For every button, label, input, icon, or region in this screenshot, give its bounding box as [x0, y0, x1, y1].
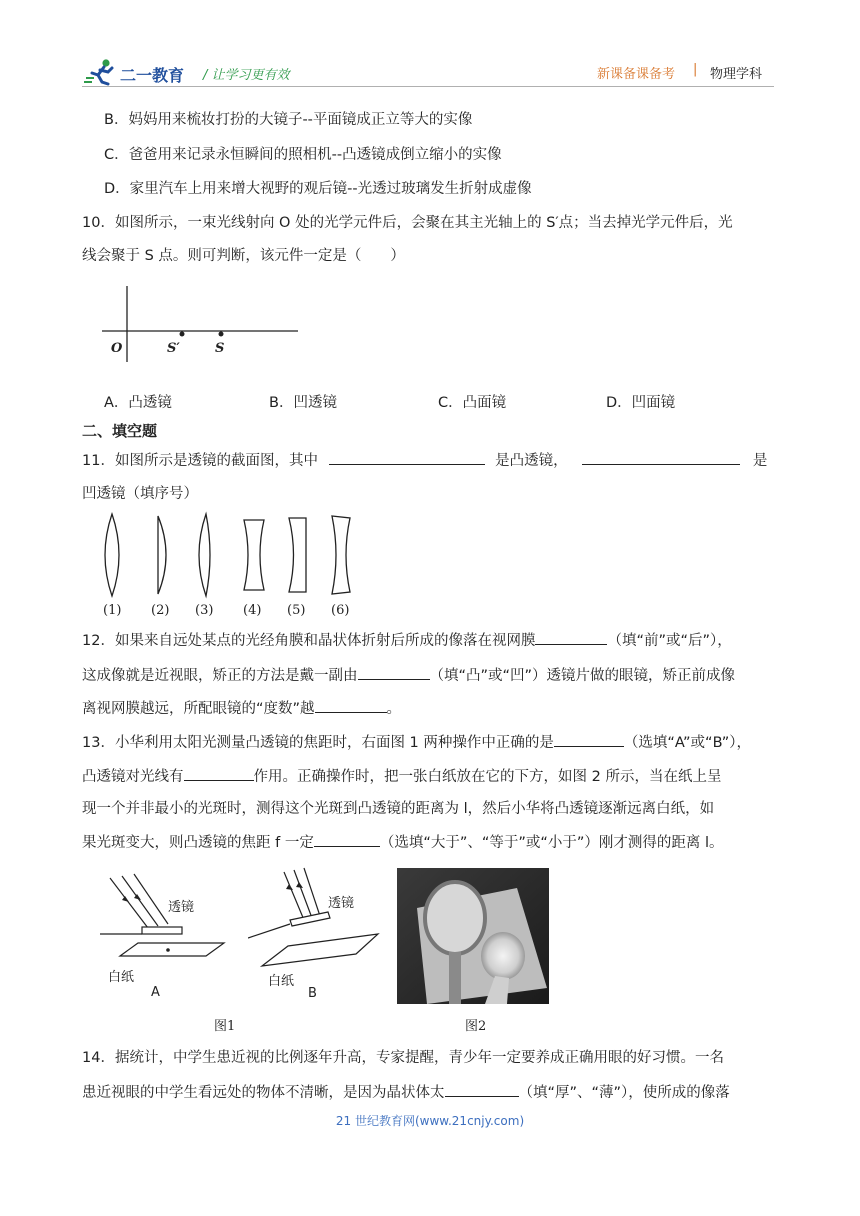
lens-block — [142, 927, 182, 934]
fig-b-letter: B — [308, 986, 317, 1001]
lens-label-6: (6) — [331, 603, 350, 618]
ray — [284, 872, 304, 920]
light-spot-on-paper — [481, 932, 525, 980]
q14-line2-b: （填“厚”、“薄”），使所成的像落 — [518, 1085, 730, 1101]
q13-line4 — [82, 832, 724, 853]
lens-2-plano-convex — [158, 516, 166, 594]
q13-line2-a: 凸透镜对光线有 — [82, 769, 184, 785]
q10-figure — [100, 284, 300, 364]
light-spot — [166, 948, 170, 952]
lens-6-concave-meniscus — [332, 516, 350, 594]
q13-fig1-b — [248, 866, 383, 970]
lens-label-5: (5) — [287, 603, 306, 618]
paper — [262, 934, 378, 966]
header-course-label: 新课备课备考 — [597, 67, 676, 82]
header — [0, 0, 860, 90]
header-divider — [82, 86, 774, 87]
q12-blank-1[interactable] — [535, 630, 607, 645]
magnifier-lens — [425, 882, 485, 954]
arrowhead — [122, 896, 129, 902]
ground-line — [248, 924, 290, 938]
q11-line1 — [82, 450, 767, 471]
q13-blank-2[interactable] — [184, 766, 254, 781]
q12-line3-b: 。 — [386, 701, 402, 717]
q14-line2-a: 患近视眼的中学生看远处的物体不清晰，是因为晶状体太 — [82, 1085, 445, 1101]
q12-blank-3[interactable] — [315, 698, 387, 713]
q11-line1-a: 11．如图所示是透镜的截面图，其中 — [82, 453, 318, 469]
q10-option-b: B．凹透镜 — [269, 395, 337, 411]
section-title: 二、填空题 — [82, 422, 158, 440]
q10-point-s — [219, 332, 224, 337]
lens-label-4: (4) — [243, 603, 262, 618]
slogan: / 让学习更有效 — [203, 68, 290, 83]
footer-source: 21 世纪教育网(www.21cnjy.com) — [335, 1114, 525, 1128]
header-separator: | — [693, 62, 698, 77]
q13-line4-a: 果光斑变大，则凸透镜的焦距 f 一定 — [82, 835, 314, 851]
fig-b-paper-label: 白纸 — [268, 974, 295, 989]
header-subject: 物理学科 — [710, 67, 763, 82]
lens-label-1: (1) — [103, 603, 122, 618]
fig-a-paper-label: 白纸 — [108, 970, 135, 985]
q11-line1-c: 是 — [752, 453, 768, 469]
lens-3-meniscus — [199, 514, 210, 596]
lens-label-3: (3) — [195, 603, 214, 618]
q12-line3-a: 离视网膜越远，所配眼镜的“度数”越 — [82, 701, 315, 717]
q10-label-s-prime: S′ — [167, 341, 180, 356]
fig1-caption: 图1 — [214, 1019, 236, 1034]
q12-line2-b: （填“凸”或“凹”）透镜片做的眼镜，矫正前成像 — [429, 668, 736, 684]
q13-line1-a: 13．小华利用太阳光测量凸透镜的焦距时，右面图 1 两种操作中正确的是 — [82, 735, 554, 751]
lens-label-2: (2) — [151, 603, 170, 618]
fig-b-lens-label: 透镜 — [328, 896, 355, 911]
q12-blank-2[interactable] — [358, 665, 430, 680]
q13-fig2-photo — [397, 868, 549, 1004]
q12-line2-a: 这成像就是近视眼，矫正的方法是戴一副由 — [82, 668, 358, 684]
logo-text: 二一教育 — [120, 66, 185, 85]
ray — [294, 870, 312, 918]
q10-option-d: D．凹面镜 — [606, 395, 676, 411]
q11-blank-convex[interactable] — [329, 450, 485, 465]
q14-line2 — [82, 1082, 730, 1103]
q13-line2 — [82, 766, 721, 787]
q10-label-s: S — [215, 341, 225, 356]
magnifier-handle — [449, 952, 461, 1004]
lens-1-biconvex — [105, 514, 119, 596]
q13-fig1-a — [100, 872, 230, 962]
q10-option-c: C．凸面镜 — [438, 395, 507, 411]
q10-text-line1: 10．如图所示，一束光线射向 O 处的光学元件后，会聚在其主光轴上的 S′点；当去掉光学元件后，光 — [82, 215, 733, 231]
arrowhead — [296, 882, 303, 888]
arrowhead — [286, 884, 293, 890]
lens-4-biconcave — [244, 520, 264, 590]
q9-option-d: D．家里汽车上用来增大视野的观后镜--光透过玻璃发生折射成虚像 — [104, 181, 532, 197]
q11-blank-concave[interactable] — [582, 450, 740, 465]
fig-a-letter: A — [151, 985, 160, 1000]
q11-line1-b: 是凸透镜， — [495, 453, 568, 469]
q14-blank-1[interactable] — [445, 1082, 519, 1097]
q14-line1: 14．据统计，中学生患近视的比例逐年升高，专家提醒，青少年一定要养成正确用眼的好习惯。一名 — [82, 1050, 724, 1066]
q13-line3: 现一个并非最小的光斑时，测得这个光斑到凸透镜的距离为 l，然后小华将凸透镜逐渐远离白纸，如 — [82, 801, 715, 817]
q13-blank-1[interactable] — [554, 732, 624, 747]
fig-a-lens-label: 透镜 — [168, 900, 195, 915]
q11-lens-figure — [96, 510, 366, 600]
running-man-logo-icon — [84, 58, 118, 86]
paper — [120, 943, 224, 956]
q11-line2: 凹透镜（填序号） — [82, 486, 198, 502]
q10-text-line2: 线会聚于 S 点。则可判断，该元件一定是（ ） — [82, 248, 405, 264]
fig2-caption: 图2 — [465, 1019, 487, 1034]
q12-line1-a: 12．如果来自远处某点的光经角膜和晶状体折射后所成的像落在视网膜 — [82, 633, 536, 649]
lens-5-plano-concave — [289, 518, 306, 592]
q13-blank-3[interactable] — [314, 832, 380, 847]
q13-line1-b: （选填“A”或“B”）， — [623, 735, 751, 751]
q10-option-a: A．凸透镜 — [104, 395, 172, 411]
q12-line1-b: （填“前”或“后”）， — [607, 633, 732, 649]
q12-line3 — [82, 698, 401, 719]
q9-option-c: C．爸爸用来记录永恒瞬间的照相机--凸透镜成倒立缩小的实像 — [104, 147, 502, 163]
q12-line2 — [82, 665, 735, 686]
q9-option-b: B．妈妈用来梳妆打扮的大镜子--平面镜成正立等大的实像 — [104, 112, 473, 128]
q13-line1 — [82, 732, 751, 753]
q10-label-o: O — [111, 341, 123, 356]
q10-point-s-prime — [180, 332, 185, 337]
q13-line4-b: （选填“大于”、“等于”或“小于”）刚才测得的距离 l。 — [379, 835, 724, 851]
q13-line2-b: 作用。正确操作时，把一张白纸放在它的下方，如图 2 所示，当在纸上呈 — [253, 769, 722, 785]
ray — [304, 868, 320, 916]
q12-line1 — [82, 630, 732, 651]
